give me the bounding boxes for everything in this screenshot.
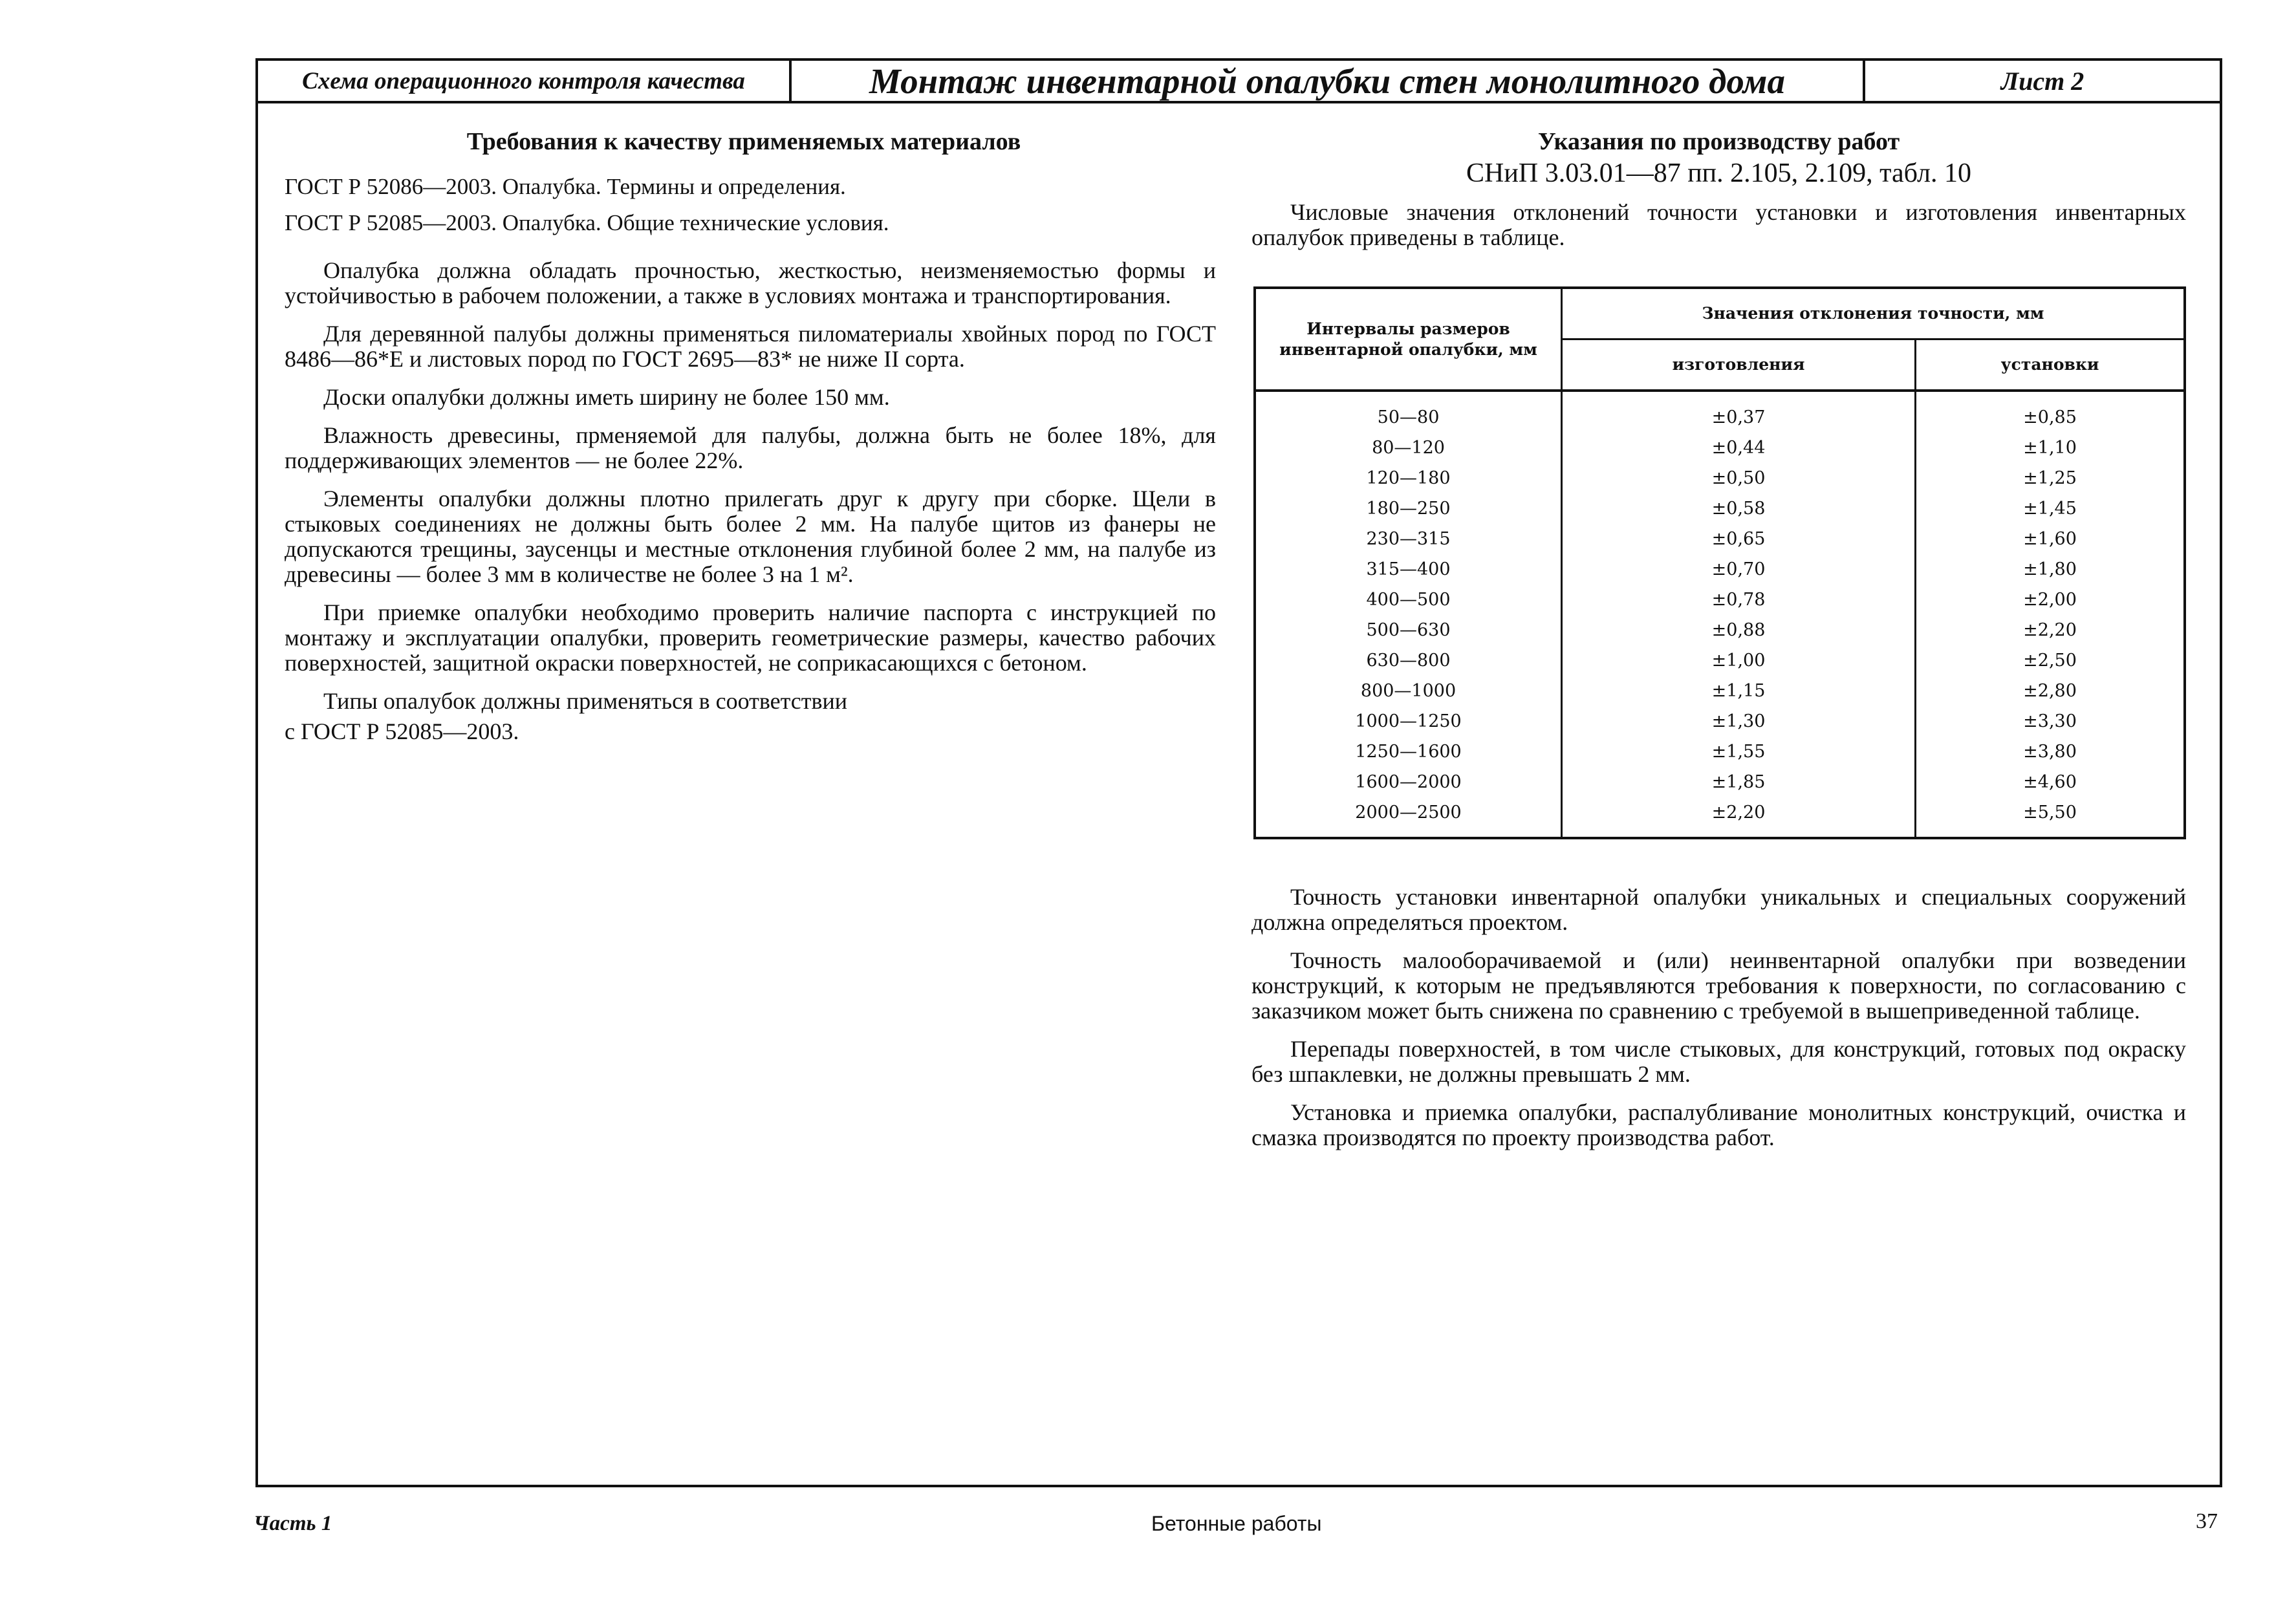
table-row <box>1255 676 2185 706</box>
interval-cell: 315—400 <box>1255 554 1562 585</box>
interval-cell: 180—250 <box>1255 493 1562 524</box>
materials-heading: Требования к качеству применяемых материалов <box>466 128 1021 155</box>
interval-cell: 630—800 <box>1255 645 1562 676</box>
manufacture-tolerance-cell: ±0,58 <box>1562 493 1916 524</box>
installation-tolerance-cell: ±1,80 <box>1916 554 2185 585</box>
requirement-paragraph: Опалубка должна обладать прочностью, жесткостью, неизменяемостью формы и устойчивостью в рабочем положении, а также в условиях монтажа и транспортирования. <box>285 257 1216 308</box>
interval-cell: 400—500 <box>1255 585 1562 615</box>
interval-cell: 2000—2500 <box>1255 797 1562 838</box>
manufacture-tolerance-cell: ±0,65 <box>1562 524 1916 554</box>
footer-section: Бетонные работы <box>1151 1512 1322 1535</box>
manufacture-tolerance-cell: ±2,20 <box>1562 797 1916 838</box>
snip-reference: СНиП 3.03.01—87 пп. 2.105, 2.109, табл. 10 <box>1466 158 1971 188</box>
interval-cell: 800—1000 <box>1255 676 1562 706</box>
installation-tolerance-cell: ±2,50 <box>1916 645 2185 676</box>
installation-tolerance-cell: ±1,45 <box>1916 493 2185 524</box>
sheet-number: Лист 2 <box>2000 66 2085 96</box>
page-number: 37 <box>2196 1509 2218 1533</box>
table-row <box>1255 433 2185 463</box>
installation-tolerance-cell: ±2,00 <box>1916 585 2185 615</box>
table-row <box>1255 615 2185 645</box>
interval-cell: 50—80 <box>1255 391 1562 433</box>
manufacture-tolerance-cell: ±0,50 <box>1562 463 1916 493</box>
table-row <box>1255 554 2185 585</box>
installation-tolerance-cell: ±3,80 <box>1916 737 2185 767</box>
standard-ref: ГОСТ Р 52085—2003. Опалубка. Общие технические условия. <box>285 210 889 235</box>
interval-cell: 1000—1250 <box>1255 706 1562 737</box>
requirement-paragraph: При приемке опалубки необходимо проверить наличие паспорта с инструкцией по монтажу и эксплуатации опалубки, проверить геометрические размеры, качество рабочих поверхностей, защитной окраски поверхностей, не соприкасающихся с бетоном. <box>285 599 1216 676</box>
right-notes <box>1251 885 2186 1163</box>
manufacture-tolerance-cell: ±0,44 <box>1562 433 1916 463</box>
table-row <box>1255 463 2185 493</box>
requirement-paragraph: Элементы опалубки должны плотно прилегать друг к другу при сборке. Щели в стыковых соединениях не должны быть более 2 мм. На палубе щитов из фанеры не допускаются трещины, заусенцы и местные отклонения глубиной более 2 мм, на палубе из древесины — более 3 мм в количестве не более 3 на 1 м². <box>285 486 1216 587</box>
left-column <box>285 126 1216 744</box>
requirement-paragraph: Влажность древесины, прменяемой для палубы, должна быть не более 18%, для поддерживающих элементов — не более 22%. <box>285 422 1216 473</box>
table-row <box>1255 797 2185 838</box>
tolerance-table <box>1253 286 2186 839</box>
column-header-interval: Интервалы размеров инвентарной опалубки, мм <box>1255 288 1562 391</box>
installation-tolerance-cell: ±1,25 <box>1916 463 2185 493</box>
interval-cell: 1600—2000 <box>1255 767 1562 797</box>
manufacture-tolerance-cell: ±1,85 <box>1562 767 1916 797</box>
table-row <box>1255 706 2185 737</box>
manufacture-tolerance-cell: ±1,30 <box>1562 706 1916 737</box>
note-paragraph: Установка и приемка опалубки, распалубливание монолитных конструкций, очистка и смазка производятся по проекту производства работ. <box>1251 1099 2186 1150</box>
column-header-installation: установки <box>1916 339 2185 391</box>
requirement-last-line: с ГОСТ Р 52085—2003. <box>285 718 519 744</box>
manufacture-tolerance-cell: ±0,70 <box>1562 554 1916 585</box>
installation-tolerance-cell: ±1,10 <box>1916 433 2185 463</box>
interval-cell: 230—315 <box>1255 524 1562 554</box>
interval-cell: 500—630 <box>1255 615 1562 645</box>
table-row <box>1255 524 2185 554</box>
header-bar <box>258 61 2220 103</box>
requirement-paragraph: Доски опалубки должны иметь ширину не более 150 мм. <box>323 384 890 410</box>
requirement-paragraph: Типы опалубок должны применяться в соответствии <box>323 688 848 714</box>
table-row <box>1255 767 2185 797</box>
installation-tolerance-cell: ±3,30 <box>1916 706 2185 737</box>
table-intro: Числовые значения отклонений точности установки и изготовления инвентарных опалубок приведены в таблице. <box>1251 199 2186 250</box>
tolerance-table-body <box>1255 391 2185 838</box>
table-row <box>1255 737 2185 767</box>
document-title: Монтаж инвентарной опалубки стен монолитного дома <box>792 61 1865 101</box>
manufacture-tolerance-cell: ±1,55 <box>1562 737 1916 767</box>
manufacture-tolerance-cell: ±0,88 <box>1562 615 1916 645</box>
table-row <box>1255 493 2185 524</box>
right-column <box>1251 126 2186 263</box>
manufacture-tolerance-cell: ±1,00 <box>1562 645 1916 676</box>
installation-tolerance-cell: ±2,80 <box>1916 676 2185 706</box>
installation-tolerance-cell: ±1,60 <box>1916 524 2185 554</box>
standard-ref: ГОСТ Р 52086—2003. Опалубка. Термины и определения. <box>285 174 846 199</box>
interval-cell: 1250—1600 <box>1255 737 1562 767</box>
footer-part: Часть 1 <box>254 1512 332 1535</box>
note-paragraph: Точность малооборачиваемой и (или) неинвентарной опалубки при возведении конструкций, к которым не предъявляются требования к поверхности, по согласованию с заказчиком может быть снижена по сравнению с требуемой в вышеприведенной таблице. <box>1251 947 2186 1024</box>
note-paragraph: Точность установки инвентарной опалубки уникальных и специальных сооружений должна определяться проектом. <box>1251 884 2186 935</box>
instructions-heading: Указания по производству работ <box>1537 128 1900 155</box>
manufacture-tolerance-cell: ±0,78 <box>1562 585 1916 615</box>
table-row <box>1255 645 2185 676</box>
interval-cell: 120—180 <box>1255 463 1562 493</box>
note-paragraph: Перепады поверхностей, в том числе стыковых, для конструкций, готовых под окраску без шпаклевки, не должны превышать 2 мм. <box>1251 1036 2186 1087</box>
installation-tolerance-cell: ±5,50 <box>1916 797 2185 838</box>
scheme-title: Схема операционного контроля качества <box>258 61 792 101</box>
requirement-paragraph: Для деревянной палубы должны применяться пиломатериалы хвойных пород по ГОСТ 8486—86*Е и листовых пород по ГОСТ 2695—83* не ниже II сорта. <box>285 321 1216 372</box>
column-header-manufacture: изготовления <box>1562 339 1916 391</box>
table-row <box>1255 391 2185 433</box>
installation-tolerance-cell: ±0,85 <box>1916 391 2185 433</box>
interval-cell: 80—120 <box>1255 433 1562 463</box>
manufacture-tolerance-cell: ±0,37 <box>1562 391 1916 433</box>
installation-tolerance-cell: ±4,60 <box>1916 767 2185 797</box>
manufacture-tolerance-cell: ±1,15 <box>1562 676 1916 706</box>
installation-tolerance-cell: ±2,20 <box>1916 615 2185 645</box>
table-row <box>1255 585 2185 615</box>
column-header-group: Значения отклонения точности, мм <box>1562 288 2185 339</box>
